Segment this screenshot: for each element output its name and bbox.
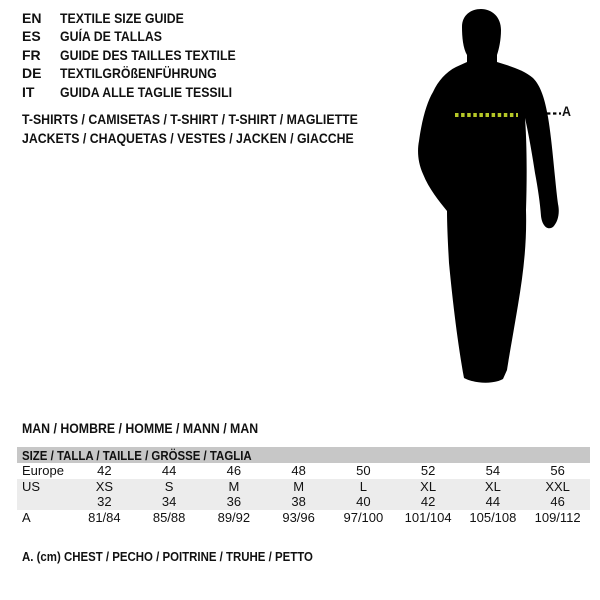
size-value: 85/88 (152, 509, 186, 525)
lang-row-it (22, 83, 260, 101)
lang-code: ES (22, 28, 41, 45)
size-value: XS (95, 478, 114, 494)
size-value: 32 (97, 494, 112, 510)
size-value: 40 (356, 494, 371, 510)
section-heading-man: MAN / HOMBRE / HOMME / MANN / MAN (22, 420, 259, 436)
category-line-jackets: JACKETS / CHAQUETAS / VESTES / JACKEN / GIACCHE (22, 129, 354, 146)
size-table-header: SIZE / TALLA / TAILLE / GRÖSSE / TAGLIA (17, 447, 590, 463)
size-value: 44 (161, 463, 177, 479)
lang-code: EN (22, 10, 42, 26)
size-value: 109/112 (534, 509, 581, 525)
size-value: L (359, 478, 367, 494)
size-value: S (164, 478, 174, 494)
size-value: 44 (485, 494, 501, 510)
size-value: 46 (550, 494, 565, 510)
size-table (17, 447, 590, 525)
size-value: 50 (356, 463, 371, 479)
table-row-europe (17, 463, 590, 479)
lang-row-es (22, 27, 260, 45)
size-value: 36 (226, 494, 242, 510)
category-line-tshirts: T-SHIRTS / CAMISETAS / T-SHIRT / T-SHIRT / MAGLIETTE (22, 111, 358, 127)
table-row-numeric (17, 494, 590, 510)
lang-row-en (22, 9, 260, 27)
lang-code: IT (22, 83, 35, 100)
size-value: XXL (545, 478, 570, 494)
lang-row-fr (22, 46, 260, 64)
row-label: US (22, 478, 41, 494)
lang-title: TEXTILGRÖßENFÜHRUNG (60, 65, 217, 82)
table-row-us (17, 479, 590, 495)
size-value: 38 (291, 494, 306, 510)
row-label: Europe (22, 463, 64, 479)
table-row-chest-a (17, 510, 590, 526)
size-value: 54 (485, 463, 501, 479)
size-value: 42 (97, 463, 112, 479)
size-value: 89/92 (217, 509, 251, 525)
man-silhouette-shape (418, 9, 559, 383)
size-value: 42 (420, 494, 436, 510)
lang-title: GUIDA ALLE TAGLIE TESSILI (60, 83, 233, 100)
size-value: M (293, 478, 305, 494)
size-value: M (228, 478, 240, 494)
man-silhouette-figure (400, 5, 600, 395)
measure-label-a: A (562, 104, 571, 119)
lang-title: GUÍA DE TALLAS (60, 28, 162, 45)
size-value: 34 (161, 494, 177, 510)
size-value: 101/104 (404, 509, 452, 525)
size-value: 81/84 (88, 509, 121, 525)
size-value: 56 (550, 463, 565, 479)
lang-title: GUIDE DES TAILLES TEXTILE (60, 46, 236, 63)
size-value: 105/108 (469, 509, 517, 525)
man-silhouette (400, 5, 600, 395)
size-value: 48 (291, 463, 306, 479)
lang-code: FR (22, 46, 41, 63)
size-value: 46 (226, 463, 242, 479)
lang-title: TEXTILE SIZE GUIDE (60, 10, 184, 26)
size-value: XL (420, 478, 437, 494)
lang-row-de (22, 64, 260, 82)
size-value: 93/96 (282, 509, 315, 525)
size-value: 52 (420, 463, 436, 479)
lang-code: DE (22, 65, 42, 82)
size-value: 97/100 (343, 509, 384, 525)
footnote-chest: A. (cm) CHEST / PECHO / POITRINE / TRUHE / PETTO (22, 549, 313, 564)
language-title-block (22, 9, 260, 101)
row-label: A (22, 509, 31, 525)
category-heading (22, 110, 404, 147)
size-value: XL (484, 478, 501, 494)
